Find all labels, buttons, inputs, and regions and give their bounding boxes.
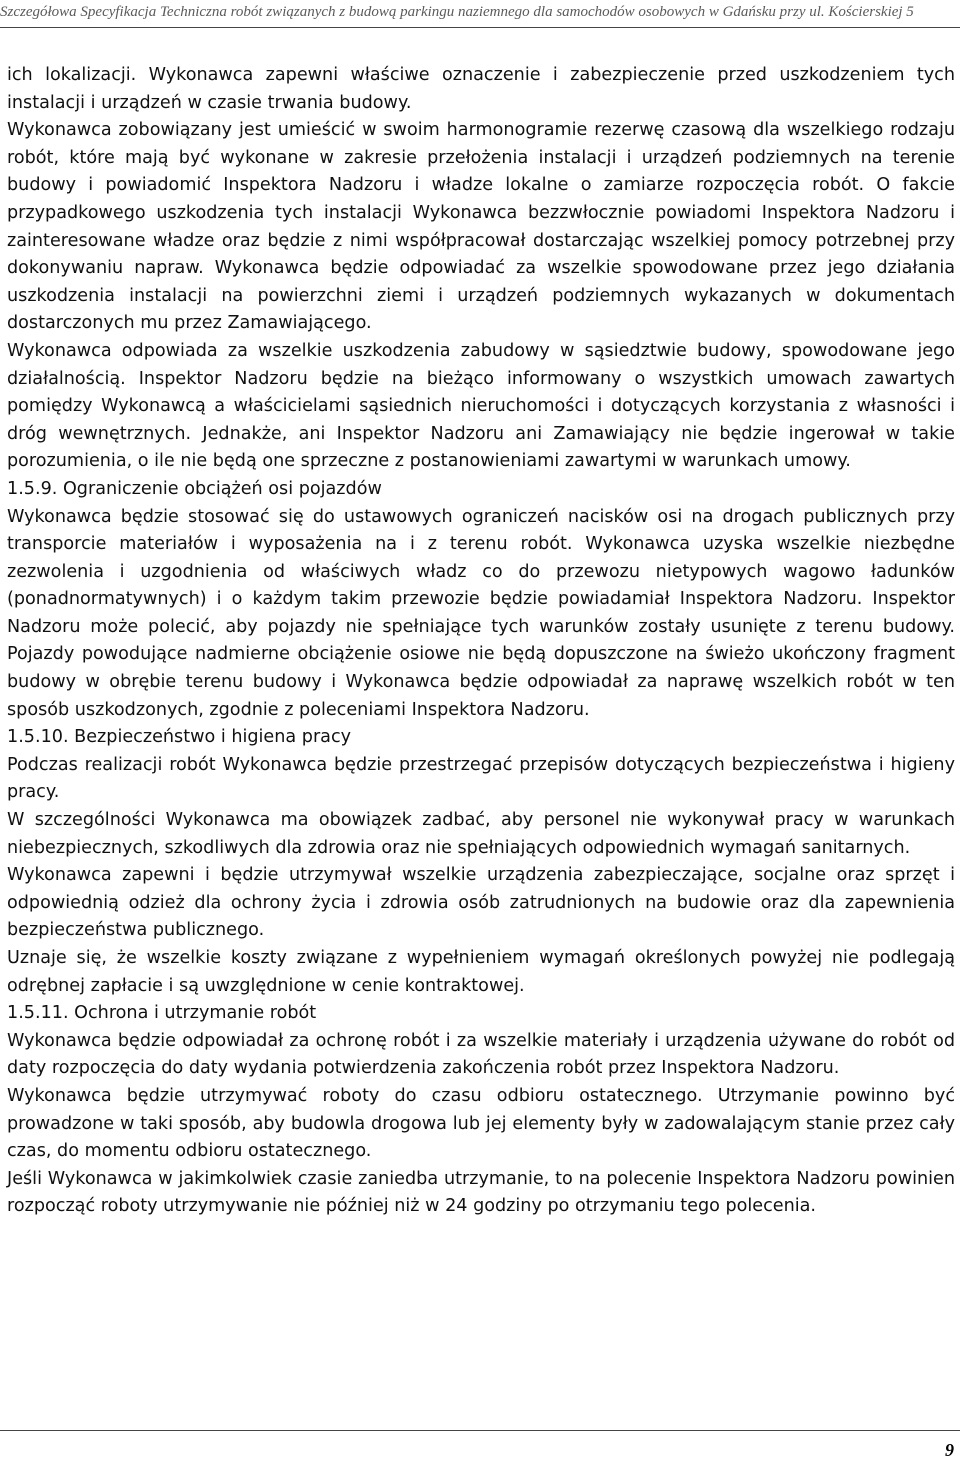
section-heading: 1.5.9. Ograniczenie obciążeń osi pojazdów	[7, 478, 382, 499]
page-number: 9	[945, 1440, 954, 1460]
paragraph: W szczególności Wykonawca ma obowiązek zadbać, aby personel nie wykonywał pracy w warunkach niebezpiecznych, szkodliwych dla zdrowia oraz nie spełniających odpowiednich wymagań sanitarnych.	[7, 810, 955, 858]
document-body	[7, 62, 955, 1221]
paragraph: Wykonawca zapewni i będzie utrzymywał wszelkie urządzenia zabezpieczające, socjalne oraz sprzęt i odpowiednią odzież dla ochrony życia i zdrowia osób zatrudnionych na budowie oraz dla zapewnienia bezpieczeństwa publicznego.	[7, 865, 955, 941]
paragraph: Podczas realizacji robót Wykonawca będzie przestrzegać przepisów dotyczących bezpieczeństwa i higieny pracy.	[7, 754, 955, 803]
paragraph: Wykonawca będzie stosować się do ustawowych ograniczeń nacisków osi na drogach publicznych przy transporcie materiałów i wyposażenia na i z terenu robót. Wykonawca uzyska wszelkie niezbędne zezwolenia i uzgodnienia od właściwych władz co do przewozu nietypowych wagowo ładunków (ponadnormatywnych) i o każdym takim przewozie będzie powiadamiał Inspektora Nadzoru. Inspektor Nadzoru może polecić, aby pojazdy nie spełniające tych warunków zostały usunięte z terenu budowy. Pojazdy powodujące nadmierne obciążenie osiowe nie będą dopuszczone na świeżo ukończony fragment budowy w obrębie terenu budowy i Wykonawca będzie odpowiadał za naprawę wszelkich robót w ten sposób uszkodzonych, zgodnie z poleceniami Inspektora Nadzoru.	[7, 506, 955, 720]
paragraph: Wykonawca zobowiązany jest umieścić w swoim harmonogramie rezerwę czasową dla wszelkiego rodzaju robót, które mają być wykonane w zakresie przełożenia instalacji i urządzeń podziemnych na terenie budowy i powiadomić Inspektora Nadzoru i władze lokalne o zamiarze rozpoczęcia robót. O fakcie przypadkowego uszkodzenia tych instalacji Wykonawca bezzwłocznie powiadomi Inspektora Nadzoru i zainteresowane władze oraz będzie z nimi współpracował dostarczając wszelkiej pomocy potrzebnej przy dokonywaniu napraw. Wykonawca będzie odpowiadać za wszelkie spowodowane przez jego działania uszkodzenia instalacji na powierzchni ziemi i urządzeń podziemnych wykazanych w dokumentach dostarczonych mu przez Zamawiającego.	[7, 120, 955, 334]
paragraph: Wykonawca odpowiada za wszelkie uszkodzenia zabudowy w sąsiedztwie budowy, spowodowane jego działalnością. Inspektor Nadzoru będzie na bieżąco informowany o wszystkich umowach zawartych pomiędzy Wykonawcą a właścicielami sąsiednich nieruchomości i dotyczących korzystania z własności i dróg wewnętrznych. Jednakże, ani Inspektor Nadzoru ani Zamawiający nie będzie ingerował w takie porozumienia, o ile nie będą one sprzeczne z postanowieniami zawartymi w warunkach umowy.	[7, 340, 955, 472]
header-rule	[0, 27, 960, 28]
running-header: Szczegółowa Specyfikacja Techniczna robót związanych z budową parkingu naziemnego dla samochodów osobowych w Gdańsku przy ul. Kościerskiej 5	[0, 4, 914, 20]
section-heading: 1.5.11. Ochrona i utrzymanie robót	[7, 1003, 317, 1024]
paragraph: Wykonawca będzie utrzymywać roboty do czasu odbioru ostatecznego. Utrzymanie powinno być prowadzone w taki sposób, aby budowla drogowa lub jej elementy były w zadowalającym stanie przez cały czas, do momentu odbioru ostatecznego.	[7, 1085, 955, 1162]
paragraph: ich lokalizacji. Wykonawca zapewni właściwe oznaczenie i zabezpieczenie przed uszkodzeniem tych instalacji i urządzeń w czasie trwania budowy.	[7, 65, 955, 113]
footer-rule	[0, 1430, 960, 1431]
section-heading: 1.5.10. Bezpieczeństwo i higiena pracy	[7, 727, 352, 748]
paragraph: Wykonawca będzie odpowiadał za ochronę robót i za wszelkie materiały i urządzenia używane do robót od daty rozpoczęcia do daty wydania potwierdzenia zakończenia robót przez Inspektora Nadzoru.	[7, 1030, 955, 1079]
paragraph: Uznaje się, że wszelkie koszty związane z wypełnieniem wymagań określonych powyżej nie podlegają odrębnej zapłacie i są uwzględnione w cenie kontraktowej.	[7, 948, 955, 996]
paragraph: Jeśli Wykonawca w jakimkolwiek czasie zaniedba utrzymanie, to na polecenie Inspektora Nadzoru powinien rozpocząć roboty utrzymywanie nie później niż w 24 godziny po otrzymaniu tego polecenia.	[7, 1168, 955, 1217]
